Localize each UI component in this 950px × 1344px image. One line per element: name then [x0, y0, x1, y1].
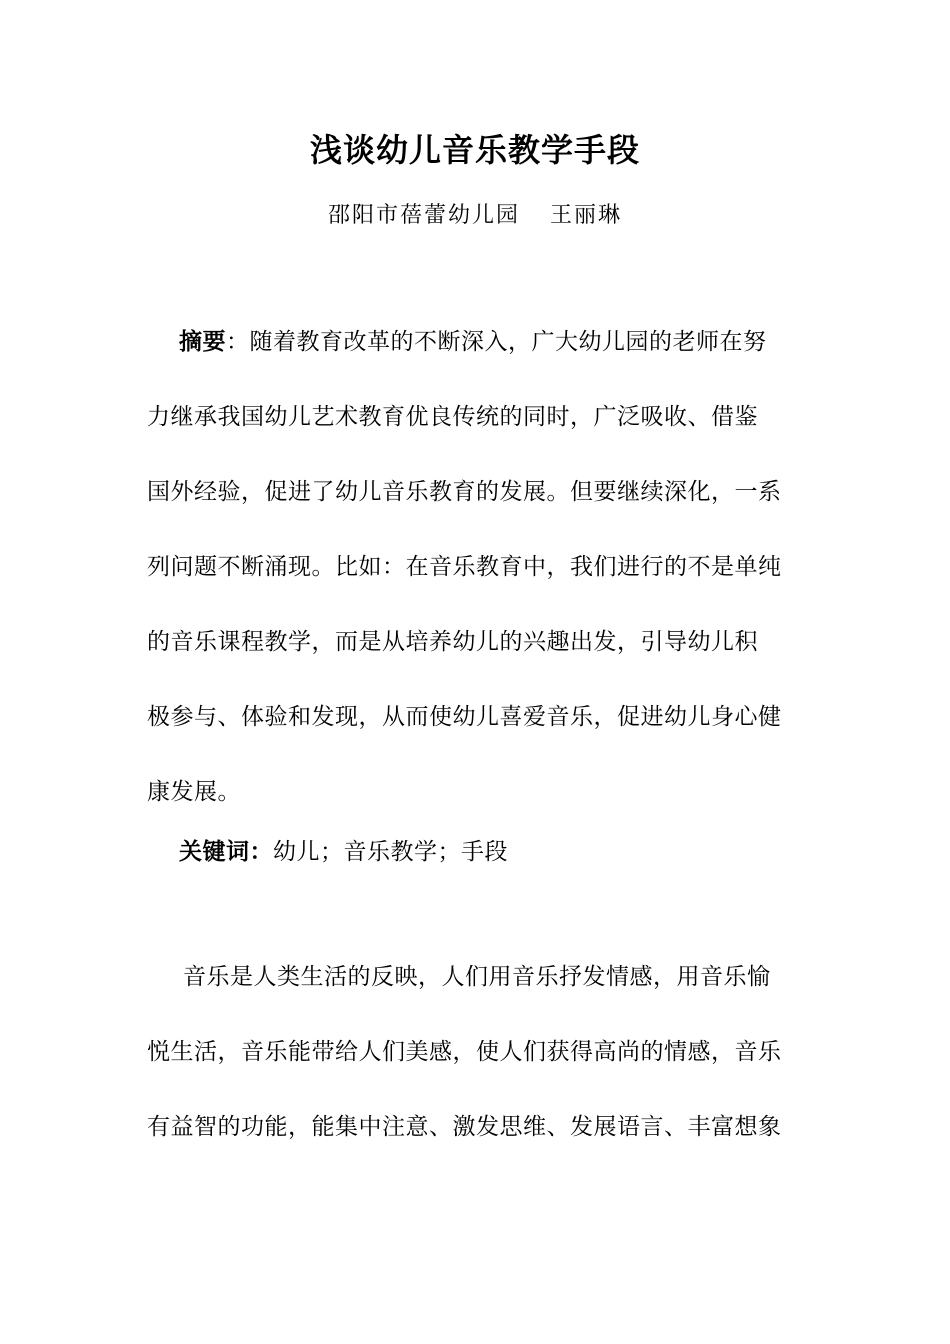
abstract-label: 摘要	[179, 329, 226, 355]
abstract-paragraph	[147, 305, 807, 830]
abstract-line: 的音乐课程教学，而是从培养幼儿的兴趣出发，引导幼儿积	[147, 629, 758, 655]
abstract-line: 列问题不断涌现。比如：在音乐教育中，我们进行的不是单纯	[147, 554, 782, 580]
keywords-text: 幼儿；音乐教学；手段	[273, 839, 508, 865]
intro-line: 悦生活，音乐能带给人们美感，使人们获得高尚的情感，音乐	[147, 1039, 782, 1065]
keywords-label: 关键词：	[179, 839, 273, 865]
author-organization: 邵阳市蓓蕾幼儿园	[327, 203, 520, 228]
document-title: 浅谈幼儿音乐教学手段	[309, 131, 640, 169]
intro-line: 有益智的功能，能集中注意、激发思维、发展语言、丰富想象	[147, 1114, 782, 1140]
abstract-line: 康发展。	[147, 779, 241, 805]
author-line	[0, 198, 950, 234]
abstract-line: 力继承我国幼儿艺术教育优良传统的同时，广泛吸收、借鉴	[147, 404, 758, 430]
intro-line: 音乐是人类生活的反映，人们用音乐抒发情感，用音乐愉	[183, 964, 771, 990]
keywords-line	[147, 815, 807, 890]
abstract-line: 国外经验，促进了幼儿音乐教育的发展。但要继续深化，一系	[147, 479, 782, 505]
abstract-line: 极参与、体验和发现，从而使幼儿喜爱音乐，促进幼儿身心健	[147, 704, 782, 730]
author-name: 王丽琳	[550, 203, 623, 228]
intro-paragraph	[147, 940, 807, 1165]
abstract-line: 摘要：随着教育改革的不断深入，广大幼儿园的老师在努	[179, 329, 767, 355]
